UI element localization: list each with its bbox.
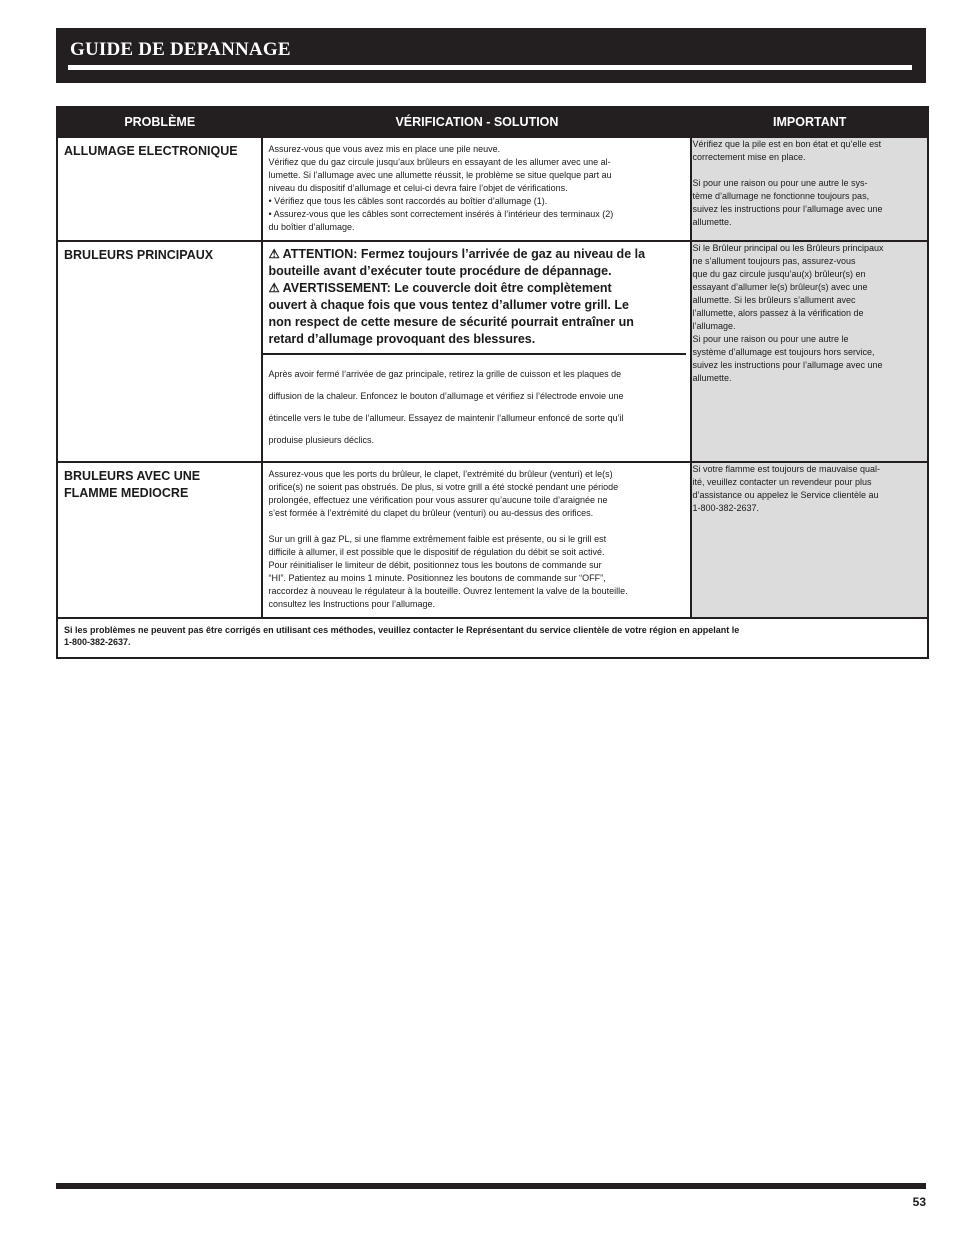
column-header-probleme: PROBLÈME <box>57 107 262 137</box>
warning-line: retard d’allumage provoquant des blessures. <box>268 332 536 346</box>
important-line: système d’allumage est toujours hors service, <box>692 347 875 357</box>
problem-label: ALLUMAGE ELECTRONIQUE <box>64 144 238 158</box>
problem-cell <box>57 137 262 241</box>
table-note-row <box>57 618 928 658</box>
table-row <box>57 241 928 462</box>
footer-divider <box>56 1183 926 1189</box>
table-header-row <box>57 107 928 137</box>
important-line: Vérifiez que la pile est en bon état et qu’elle est <box>692 139 882 149</box>
page-number: 53 <box>912 1195 926 1209</box>
important-line: allumette. Si les brûleurs s’allument avec <box>692 295 856 305</box>
solution-line: du boîtier d’allumage. <box>268 222 355 232</box>
important-cell <box>691 241 928 462</box>
page-title: GUIDE DE DEPANNAGE <box>70 39 291 60</box>
note-line: Si les problèmes ne peuvent pas être corrigés en utilisant ces méthodes, veuillez contacter le Représentant du service clientèle de votre région en appelant le <box>64 625 740 635</box>
solution-line: diffusion de la chaleur. Enfoncez le bouton d’allumage et vérifiez si l’électrode envoie une <box>268 391 624 401</box>
solution-text <box>263 355 690 461</box>
important-line: suivez les instructions pour l’allumage avec une <box>692 204 883 214</box>
important-line: correctement mise en place. <box>692 152 806 162</box>
problem-label: BRULEURS PRINCIPAUX <box>64 248 214 262</box>
solution-text <box>263 138 690 240</box>
solution-line: “HI”. Patientez au moins 1 minute. Positionnez les boutons de commande sur “OFF”, <box>268 573 606 583</box>
warning-block <box>263 242 686 355</box>
solution-line: lumette. Si l’allumage avec une allumette réussit, le problème se situe quelque part au <box>268 170 612 180</box>
important-line: allumette. <box>692 217 732 227</box>
problem-label: BRULEURS AVEC UNE FLAMME MEDIOCRE <box>64 469 201 500</box>
problem-cell <box>57 241 262 462</box>
warning-line: non respect de cette mesure de sécurité pourrait entraîner un <box>268 315 634 329</box>
solution-line: Après avoir fermé l’arrivée de gaz principale, retirez la grille de cuisson et les plaques de <box>268 369 622 379</box>
solution-cell <box>262 462 691 618</box>
page-header <box>56 28 926 83</box>
warning-line: ⚠ ATTENTION: Fermez toujours l’arrivée de gaz au niveau de la <box>268 247 646 261</box>
solution-cell <box>262 137 691 241</box>
problem-cell <box>57 462 262 618</box>
important-line: Si votre flamme est toujours de mauvaise qual- <box>692 464 881 474</box>
solution-line: orifice(s) ne soient pas obstrués. De plus, si votre grill a été stocké pendant une période <box>268 482 619 492</box>
solution-text <box>263 463 690 617</box>
solution-line: niveau du dispositif d’allumage et celui-ci devra faire l’objet de vérifications. <box>268 183 568 193</box>
troubleshooting-table <box>56 106 929 659</box>
solution-line: produise plusieurs déclics. <box>268 435 375 445</box>
important-line: allumette. <box>692 373 732 383</box>
solution-line: Sur un grill à gaz PL, si une flamme extrêmement faible est présente, ou si le grill est <box>268 534 607 544</box>
important-line: ité, veuillez contacter un revendeur pour plus <box>692 477 872 487</box>
solution-line: consultez les Instructions pour l’allumage. <box>268 599 436 609</box>
warning-line: ouvert à chaque fois que vous tentez d’allumer votre grill. Le <box>268 298 629 312</box>
solution-line: Assurez-vous que vous avez mis en place une pile neuve. <box>268 144 501 154</box>
important-line: tème d’allumage ne fonctionne toujours pas, <box>692 191 870 201</box>
contact-note <box>58 619 927 657</box>
solution-line: étincelle vers le tube de l’allumeur. Essayez de maintenir l’allumeur enfoncé de sorte qu’il <box>268 413 624 423</box>
solution-line: prolongée, effectuez une vérification pour vous assurer qu’aucune toile d’araignée ne <box>268 495 608 505</box>
solution-line: Vérifiez que du gaz circule jusqu’aux brûleurs en essayant de les allumer avec une al- <box>268 157 611 167</box>
solution-line: Assurez-vous que les ports du brûleur, le clapet, l’extrémité du brûleur (venturi) et le(s) <box>268 469 613 479</box>
solution-line: difficile à allumer, il est possible que le dispositif de régulation du débit se soit activé. <box>268 547 605 557</box>
important-line: d’assistance ou appelez le Service clientèle au <box>692 490 879 500</box>
important-line: l’allumage. <box>692 321 736 331</box>
solution-line: • Vérifiez que tous les câbles sont raccordés au boîtier d’allumage (1). <box>268 196 548 206</box>
note-cell <box>57 618 928 658</box>
important-line: 1-800-382-2637. <box>692 503 760 513</box>
warning-line: ⚠ AVERTISSEMENT: Le couvercle doit être complètement <box>268 281 612 295</box>
solution-line: s’est formée à l’extrémité du clapet du brûleur (venturi) ou au-dessus des orifices. <box>268 508 594 518</box>
solution-line: • Assurez-vous que les câbles sont correctement insérés à l’intérieur des terminaux (2) <box>268 209 614 219</box>
warning-line: bouteille avant d’exécuter toute procédure de dépannage. <box>268 264 612 278</box>
important-line: ne s’allument toujours pas, assurez-vous <box>692 256 856 266</box>
solution-line: raccordez à nouveau le régulateur à la bouteille. Ouvrez lentement la valve de la bouteille. <box>268 586 628 596</box>
important-cell <box>691 462 928 618</box>
table-row <box>57 137 928 241</box>
solution-line: Pour réinitialiser le limiteur de débit, positionnez tous les boutons de commande sur <box>268 560 602 570</box>
note-line: 1-800-382-2637. <box>64 637 131 647</box>
important-line: essayant d’allumer le(s) brûleur(s) avec une <box>692 282 868 292</box>
column-header-verification: VÉRIFICATION - SOLUTION <box>262 107 691 137</box>
important-line: Si pour une raison ou pour une autre le <box>692 334 849 344</box>
header-divider <box>68 65 912 70</box>
column-header-important: IMPORTANT <box>691 107 928 137</box>
important-line: suivez les instructions pour l’allumage avec une <box>692 360 883 370</box>
important-line: Si le Brûleur principal ou les Brûleurs principaux <box>692 243 884 253</box>
table-row <box>57 462 928 618</box>
important-line: que du gaz circule jusqu’au(x) brûleur(s) en <box>692 269 866 279</box>
solution-cell <box>262 241 691 462</box>
important-line: l’allumette, alors passez à la vérification de <box>692 308 864 318</box>
important-cell <box>691 137 928 241</box>
important-line: Si pour une raison ou pour une autre le sys- <box>692 178 868 188</box>
